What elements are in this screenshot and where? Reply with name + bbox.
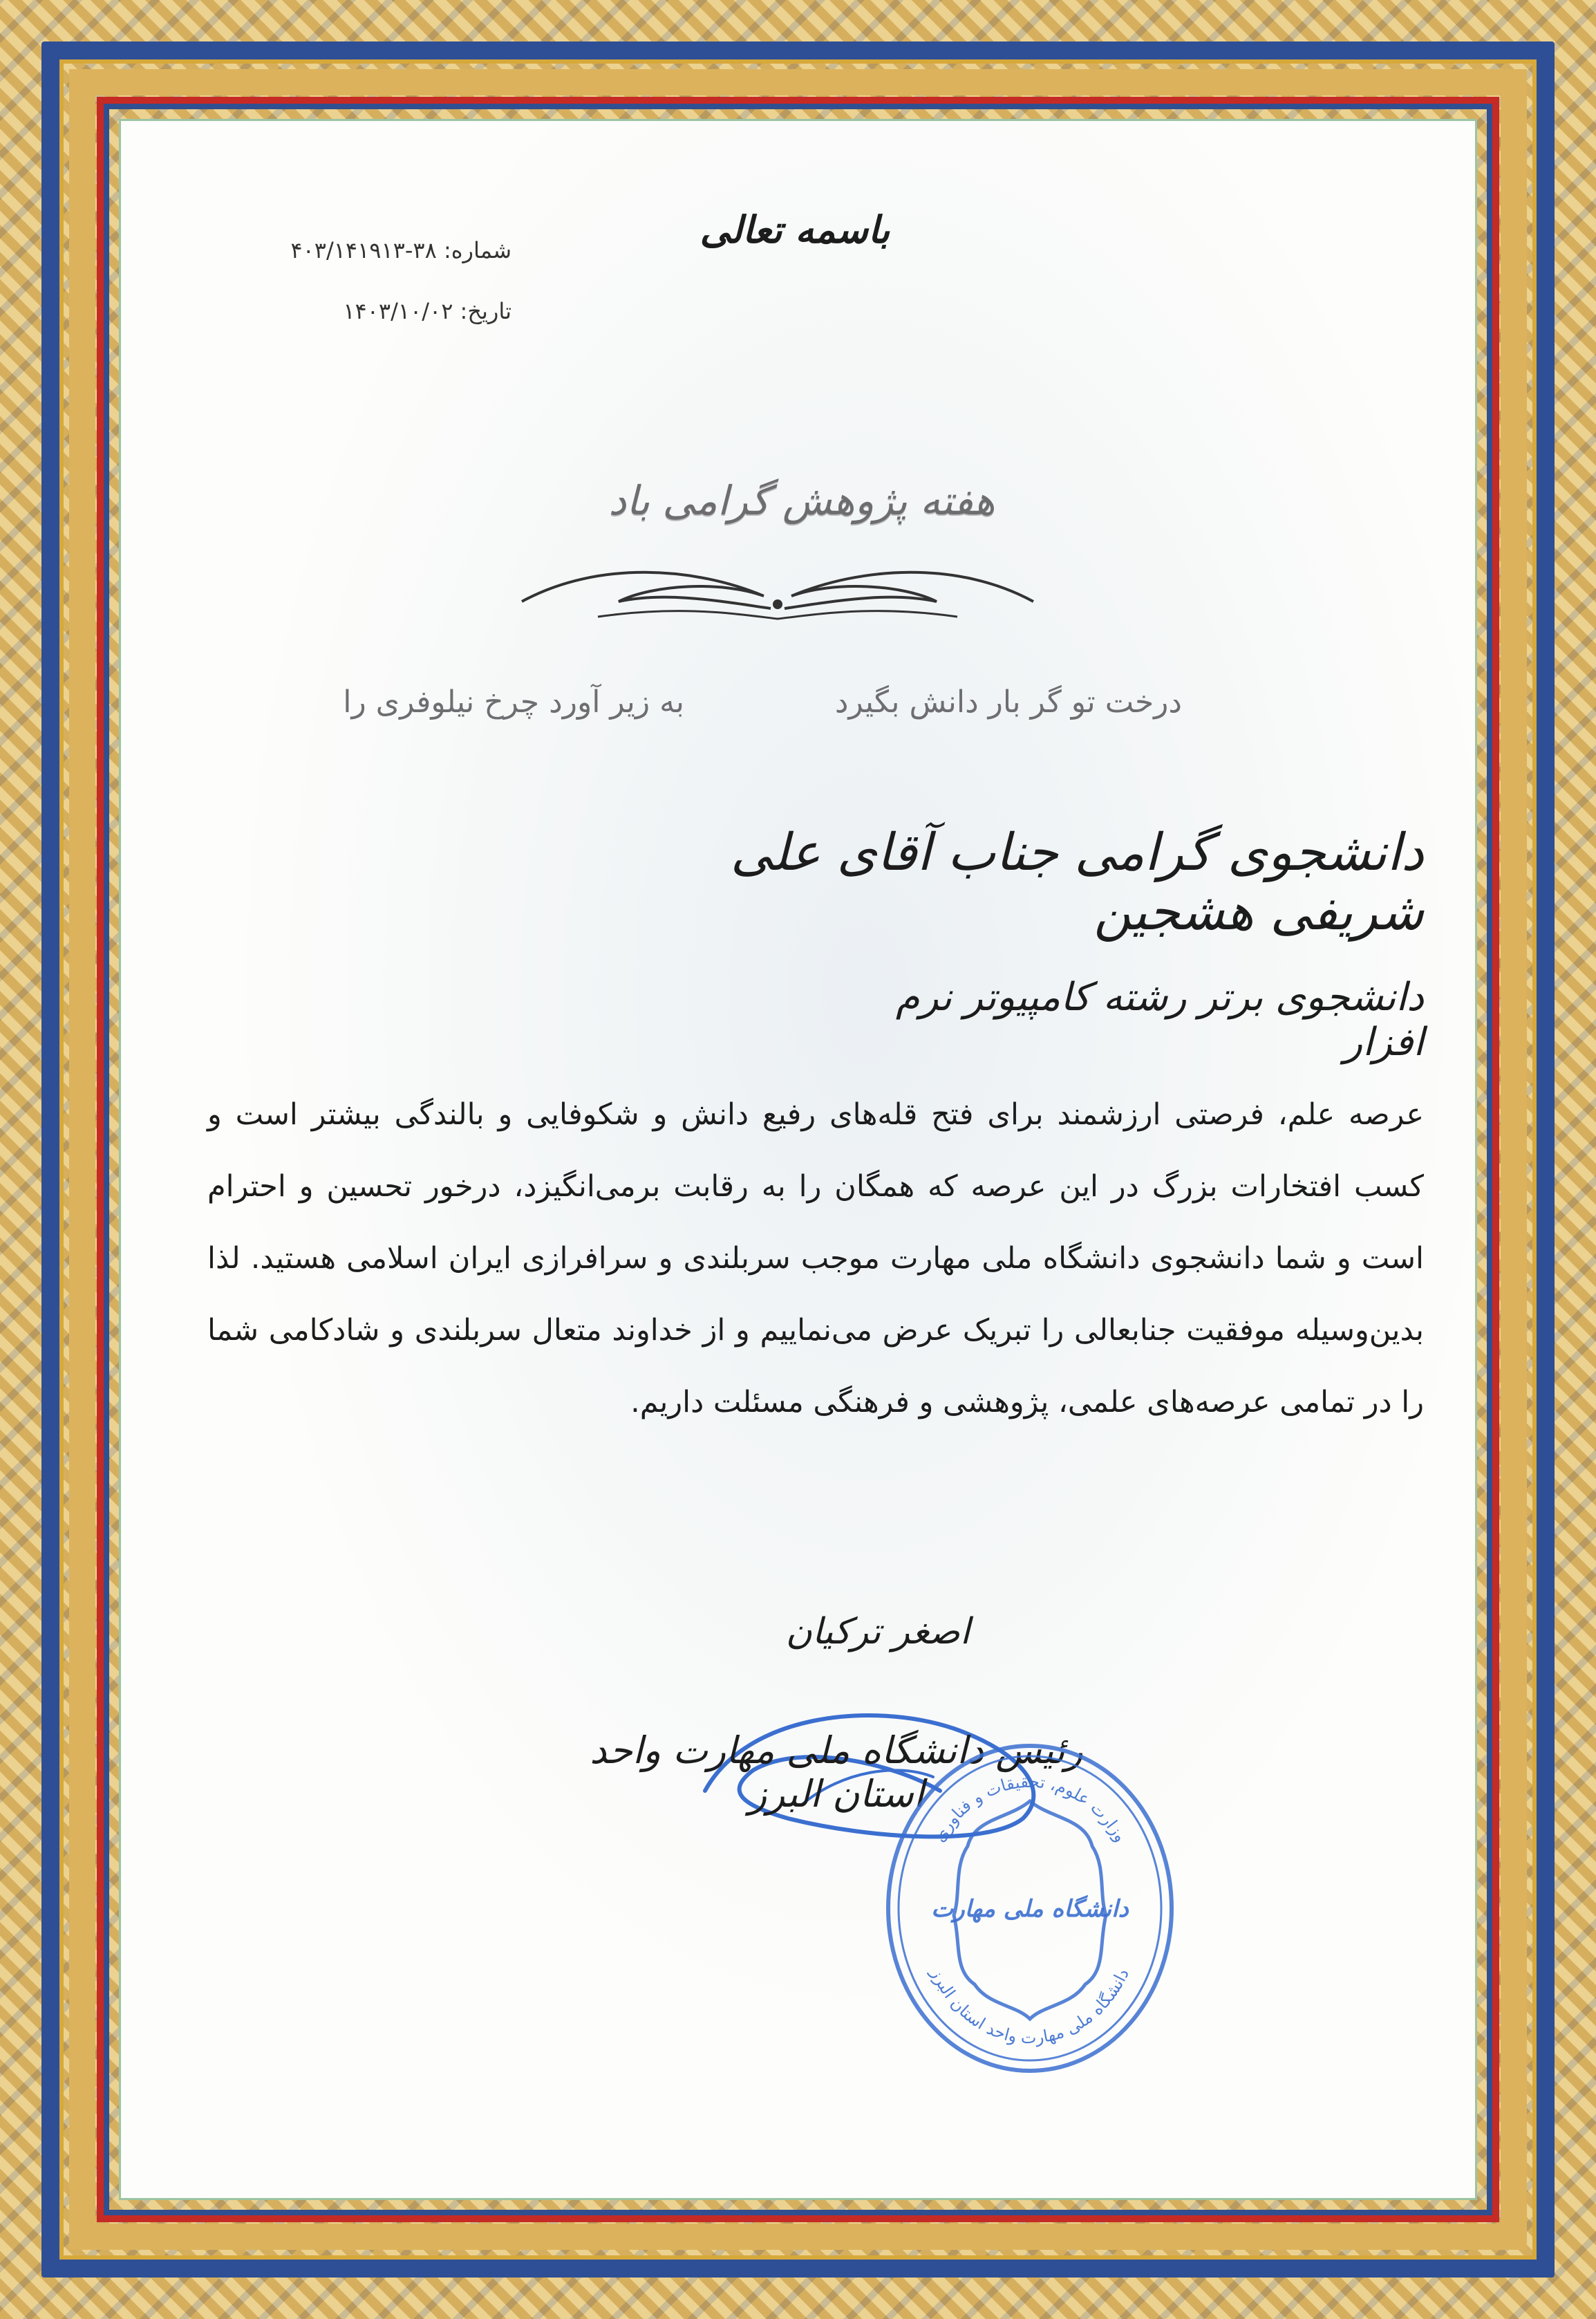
flourish-ornament (515, 553, 1040, 629)
letter-number: شماره: ۳۸-۴۰۳/۱۴۱۹۱۳ (290, 237, 511, 263)
signer-title: رئیس دانشگاه ملی مهارت واحد استان البرز (590, 1729, 1083, 1816)
body-paragraph: عرصه علم، فرصتی ارزشمند برای فتح قله‌های رفیع دانش و شکوفایی و بالندگی بیشتر است و کسب افتخارات بزرگ در این عرصه که همگان را به رقابت برمی‌انگیزد، درخور تحسین و احترام است و شما دانشجوی دانشگاه ملی مهارت موجب سربلندی و سرافرازی ایران اسلامی هستید. لذا بدین‌وسیله موفقیت جنابعالی را تبریک عرض می‌نماییم و از خداوند متعال سربلندی و شادکامی شما را در تمامی عرصه‌های علمی، پژوهشی و فرهنگی مسئلت داریم. (207, 1097, 1424, 1419)
seal-center-text: دانشگاه ملی مهارت (931, 1895, 1129, 1923)
signer-name: اصغر ترکیان (785, 1611, 970, 1652)
poem-hemistich-2: به زیر آورد چرخ نیلوفری را (343, 684, 684, 720)
recipient-field: دانشجوی برتر رشته کامپیوتر نرم افزار (895, 975, 1424, 1065)
official-seal (878, 1735, 1182, 2081)
basmala-heading: باسمه تعالی (700, 207, 890, 252)
letter-date: تاریخ: ۱۴۰۳/۱۰/۰۲ (343, 298, 511, 324)
seal-outer-text-top: وزارت علوم، تحقیقات و فناوری (929, 1771, 1131, 1845)
reference-block (207, 220, 511, 342)
recipient-salutation: دانشجوی گرامی جناب آقای علی شریفی هشجین (730, 823, 1424, 942)
poem-hemistich-1: درخت تو گر بار دانش بگیرد (834, 684, 1182, 720)
occasion-title: هفته پژوهش گرامی باد (608, 477, 995, 524)
seal-outer-text-bottom: دانشگاه ملی مهارت واحد استان البرز (927, 1965, 1133, 2048)
svg-text:وزارت علوم، تحقیقات و فناوری (930, 1772, 1131, 1845)
